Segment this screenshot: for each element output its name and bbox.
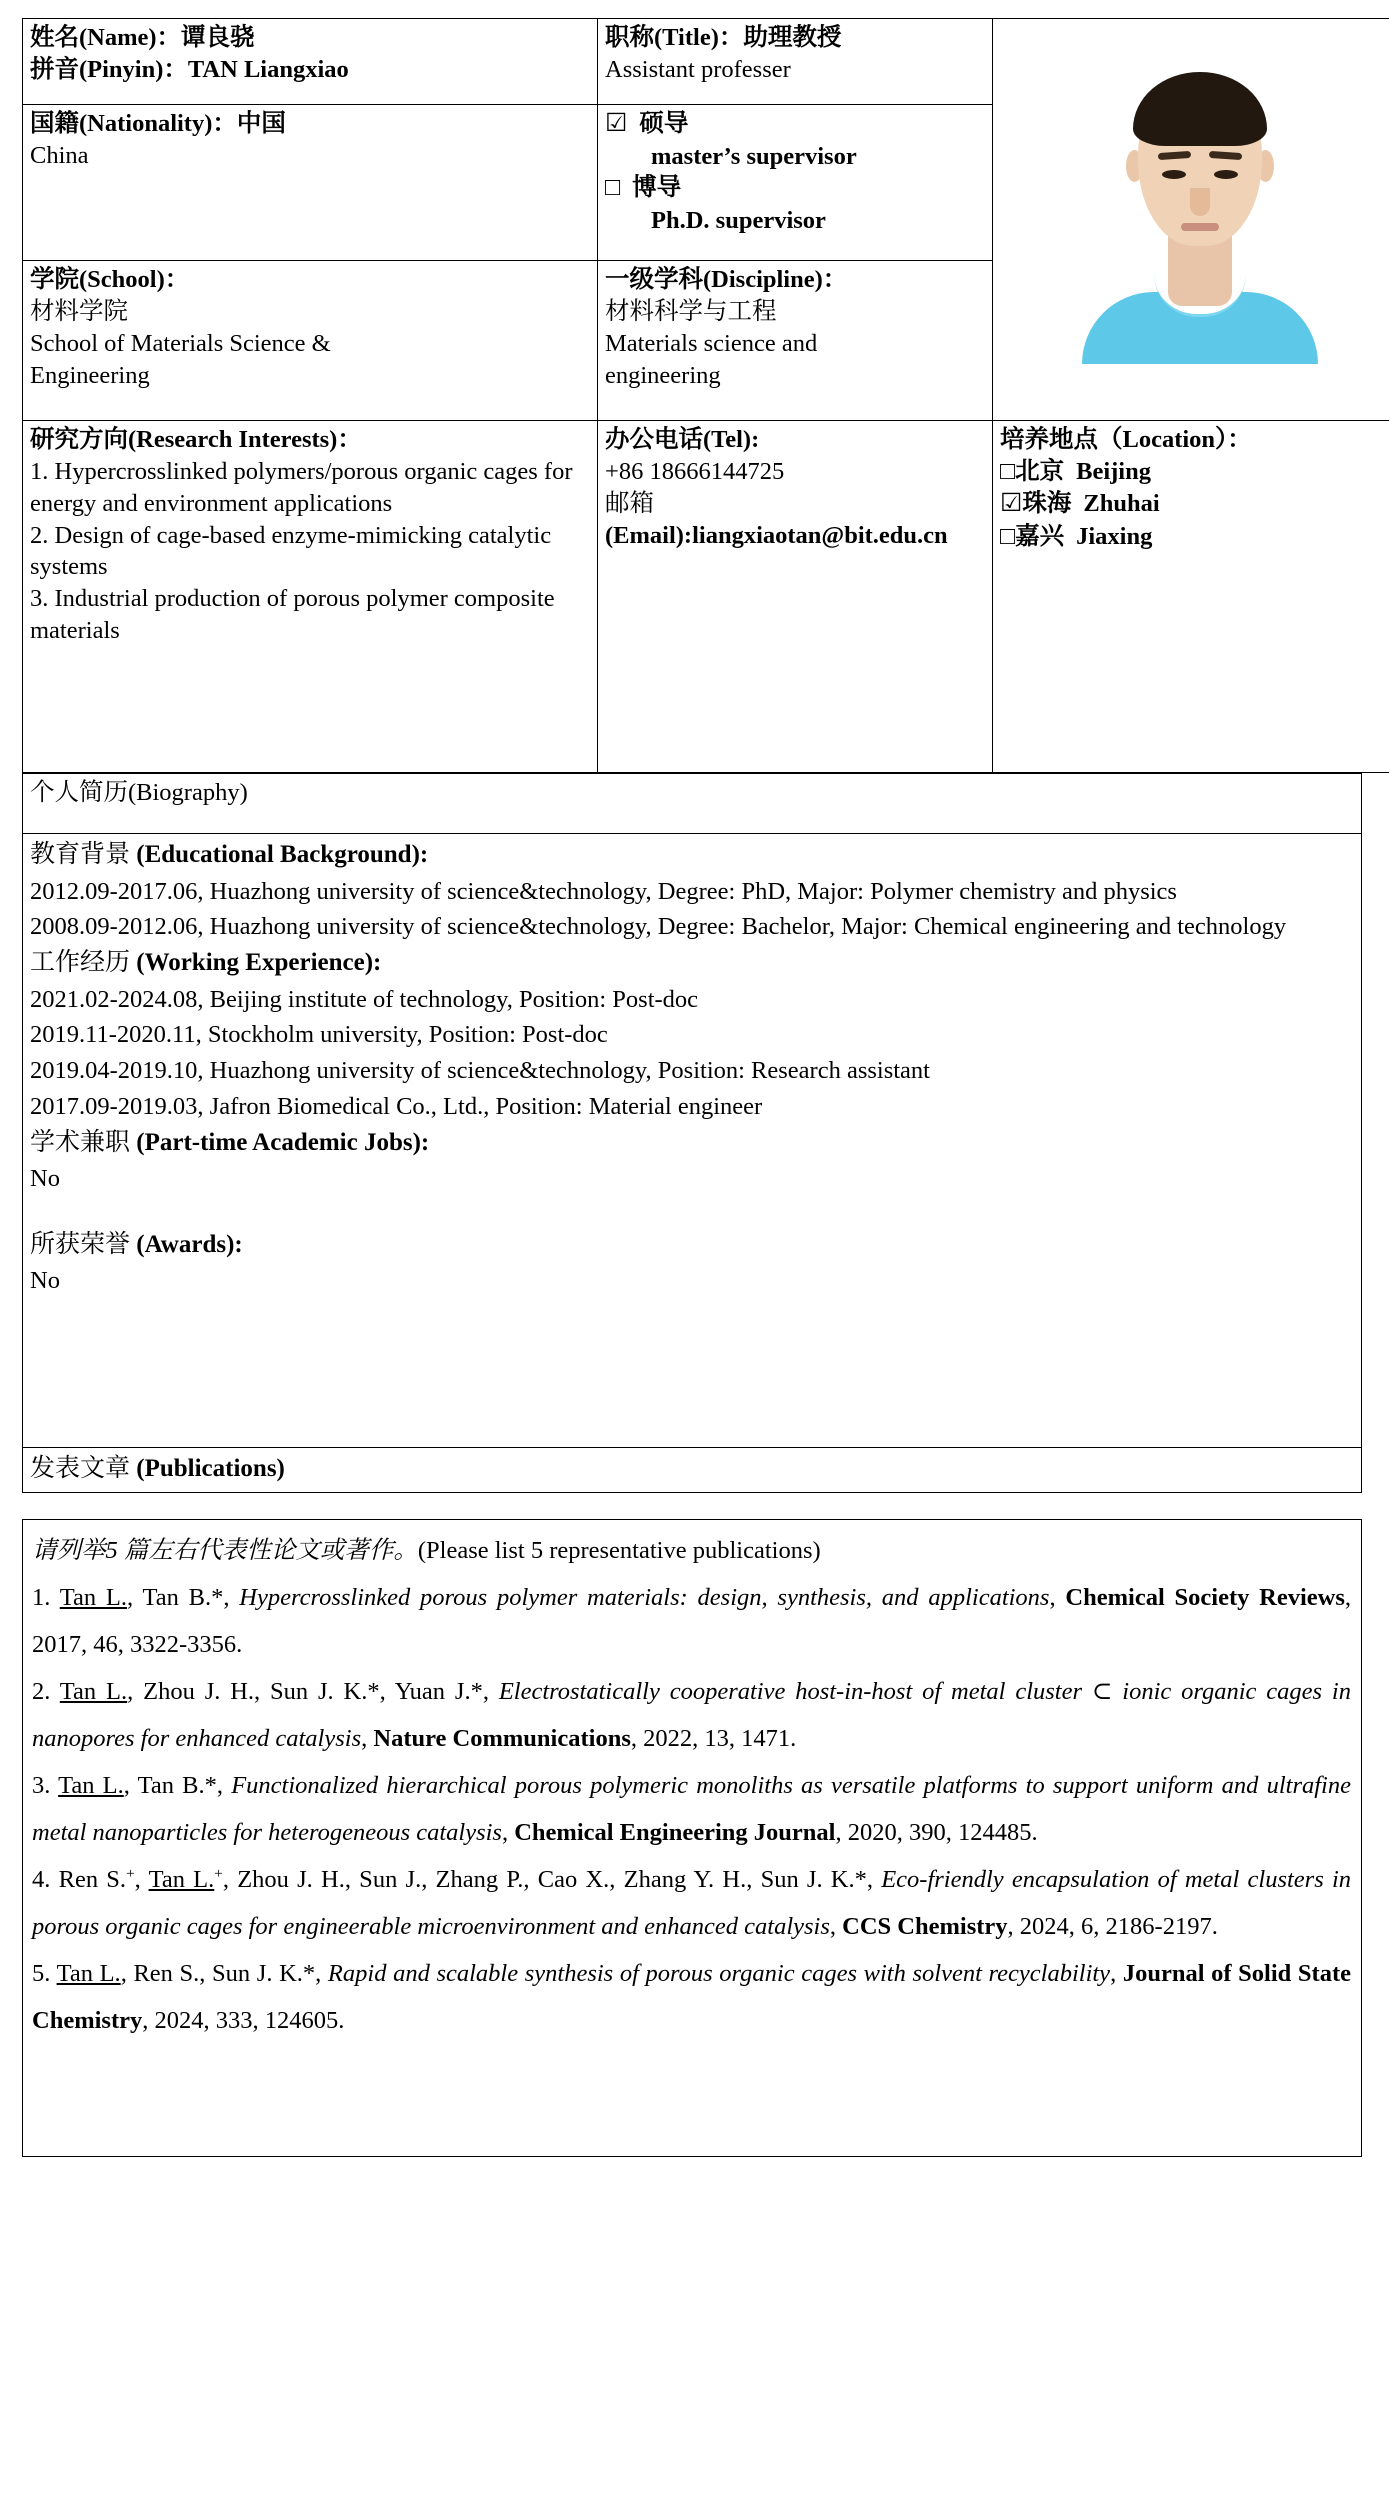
working-entry-3: 2019.04-2019.10, Huazhong university of science&technology, Position: Research assistant [30,1053,1354,1089]
checkbox-empty-icon[interactable]: □ [1000,456,1015,489]
working-entry-2: 2019.11-2020.11, Stockholm university, Position: Post-doc [30,1017,1354,1053]
parttime-label-zh: 学术兼职 [30,1129,130,1156]
pub2-authors-rest: , Zhou J. H., Sun J. K.*, Yuan J.*, [127,1678,499,1705]
pub2-journal: Nature Communications [373,1725,630,1752]
awards-heading [30,1227,1354,1264]
publications-title-en: (Publications) [136,1455,285,1482]
school-value-en-1: School of Materials Science & [30,328,590,360]
pub4-journal: CCS Chemistry [842,1913,1007,1940]
research-item-2: 2. Design of cage-based enzyme-mimicking catalytic systems [30,520,590,584]
research-item-1: 1. Hypercrosslinked polymers/porous organic cages for energy and environment applications [30,456,590,520]
mouth-shape [1181,223,1219,231]
pub2-ref: , 2022, 13, 1471. [631,1725,796,1752]
pub2-num: 2. [32,1678,60,1705]
title-line [605,22,985,54]
publications-instruction-en: (Please list 5 representative publications) [418,1537,821,1564]
phd-label-zh: 博导 [632,174,681,201]
name-value: 谭良骁 [181,24,255,51]
discipline-value-en-2: engineering [605,360,985,392]
publication-item-2: 2. Tan L., Zhou J. H., Sun J. K.*, Yuan J.*, Electrostatically cooperative host-in-host of metal cluster ⊂ ionic organic cages in nanopores for enhanced catalysis, Nature Communications, 2022, 13, 1471. [32,1668,1351,1762]
awards-label-en: (Awards): [136,1231,242,1258]
cell-supervisor [598,105,993,261]
pub2-author-underlined: Tan L. [60,1678,127,1705]
masters-supervisor-row[interactable] [605,108,985,141]
working-heading [30,945,1354,982]
discipline-value-en-1: Materials science and [605,328,985,360]
publications-table [22,1519,1362,2157]
pub1-ref: , 2017, 46, 3322-3356. [32,1584,1351,1658]
cell-publications-list [23,1519,1362,2156]
pub4-author-underlined: Tan L. [149,1866,215,1893]
cell-photo [993,19,1389,421]
cell-name [23,19,598,105]
title-value-en: Assistant professer [605,54,985,86]
row-publications-header [23,1448,1362,1493]
cell-school [23,261,598,421]
working-entry-1: 2021.02-2024.08, Beijing institute of technology, Position: Post-doc [30,982,1354,1018]
publications-section-title [23,1448,1362,1493]
pub5-author-underlined: Tan L. [57,1960,121,1987]
location-zhuhai-zh: 珠海 [1022,490,1071,517]
row-biography-header [23,774,1362,834]
biography-section-title: 个人简历(Biography) [23,774,1362,834]
working-label-zh: 工作经历 [30,949,130,976]
awards-value: No [30,1263,1354,1299]
pub4-author-sup: + [214,1865,223,1882]
tel-value: +86 18666144725 [605,456,985,488]
pub4-authors-rest: , Zhou J. H., Sun J., Zhang P., Cao X., Zhang Y. H., Sun J. K.*, [223,1866,881,1893]
cell-discipline [598,261,993,421]
cell-biography-body [23,834,1362,1448]
location-jiaxing-zh: 嘉兴 [1015,523,1064,550]
pub5-journal: Journal of Solid State Chemistry [32,1960,1351,2034]
location-beijing-en: Beijing [1076,458,1151,485]
masters-label-en: master’s supervisor [605,141,985,173]
cell-location [993,421,1389,773]
cell-title [598,19,993,105]
education-label-en: (Educational Background): [136,841,428,868]
discipline-value-zh: 材料科学与工程 [605,296,985,328]
pub3-authors-rest: , Tan B.*, [124,1772,231,1799]
checkbox-empty-icon[interactable]: □ [605,172,620,205]
education-entry-1: 2012.09-2017.06, Huazhong university of science&technology, Degree: PhD, Major: Polymer chemistry and physics [30,874,1354,910]
row-publications-body [23,1519,1362,2156]
pub4-title: Eco-friendly encapsulation of metal clusters in porous organic cages for engineerable microenvironment and enhanced catalysis [32,1866,1351,1940]
parttime-value: No [30,1161,1354,1197]
pub4-prefix-authors: Ren S. [59,1866,126,1893]
email-label-en: (Email): [605,522,692,549]
checkbox-empty-icon[interactable]: □ [1000,521,1015,554]
name-label: 姓名(Name)： [30,24,181,51]
pub5-authors-rest: , Ren S., Sun J. K.*, [121,1960,328,1987]
hair-shape [1133,72,1267,146]
school-value-zh: 材料学院 [30,296,590,328]
location-option-beijing[interactable] [1000,456,1389,489]
discipline-label: 一级学科(Discipline)： [605,264,985,296]
location-label: 培养地点（Location）： [1000,424,1389,456]
title-value-zh: 助理教授 [743,24,841,51]
biography-table [22,773,1362,1493]
photo-container [1000,22,1389,370]
portrait-photo [1081,28,1319,364]
pub3-author-underlined: Tan L. [58,1772,124,1799]
awards-label-zh: 所获荣誉 [30,1231,130,1258]
checkbox-checked-icon[interactable]: ☑ [1000,488,1022,521]
working-label-en: (Working Experience): [136,949,381,976]
pub1-num: 1. [32,1584,60,1611]
name-label-value [30,22,590,54]
pub1-author-underlined: Tan L. [60,1584,127,1611]
publications-heading [30,1451,1354,1488]
pinyin-value: TAN Liangxiao [188,56,349,83]
eye-right-shape [1214,170,1238,179]
publications-instruction-zh: 请列举5 篇左右代表性论文或著作。 [32,1537,418,1564]
email-value[interactable]: liangxiaotan@bit.edu.cn [692,522,948,549]
publication-item-3: 3. Tan L., Tan B.*, Functionalized hierarchical porous polymeric monoliths as versatile platforms to support uniform and ultrafine metal nanoparticles for heterogeneous catalysis, Chemical Engineering Journal, 2020, 390, 124485. [32,1762,1351,1856]
publication-item-1: 1. Tan L., Tan B.*, Hypercrosslinked porous polymer materials: design, synthesis, and applications, Chemical Society Reviews, 2017, 46, 3322-3356. [32,1574,1351,1668]
cell-nationality [23,105,598,261]
pub5-num: 5. [32,1960,57,1987]
cell-contact [598,421,993,773]
education-entry-2: 2008.09-2012.06, Huazhong university of science&technology, Degree: Bachelor, Major: Chemical engineering and technology [30,909,1354,945]
pub1-journal: Chemical Society Reviews [1065,1584,1344,1611]
publication-item-5: 5. Tan L., Ren S., Sun J. K.*, Rapid and scalable synthesis of porous organic cages with solvent recyclability, Journal of Solid State Chemistry, 2024, 333, 124605. [32,1950,1351,2044]
location-option-zhuhai[interactable] [1000,488,1389,521]
publications-instruction [32,1528,1351,1575]
nationality-value-en: China [30,140,590,172]
nose-shape [1190,188,1210,216]
pub3-ref: , 2020, 390, 124485. [835,1819,1037,1846]
location-beijing-zh: 北京 [1015,458,1064,485]
email-label-zh: 邮箱 [605,488,985,520]
personal-info-table [22,18,1389,773]
title-label: 职称(Title)： [605,24,743,51]
parttime-label-en: (Part-time Academic Jobs): [136,1129,429,1156]
pinyin-line [30,54,590,86]
pub3-journal: Chemical Engineering Journal [514,1819,835,1846]
row-name-title-photo [23,19,1389,105]
location-zhuhai-en: Zhuhai [1083,490,1159,517]
pub4-num: 4. [32,1866,59,1893]
pub3-num: 3. [32,1772,58,1799]
parttime-heading [30,1125,1354,1162]
education-label-zh: 教育背景 [30,841,130,868]
education-heading [30,837,1354,874]
research-label: 研究方向(Research Interests)： [30,424,590,456]
cell-research-interests [23,421,598,773]
masters-label-zh: 硕导 [639,110,688,137]
pub3-title: Functionalized hierarchical porous polymeric monoliths as versatile platforms to support uniform and ultrafine metal nanoparticles for heterogeneous catalysis [32,1772,1351,1846]
email-line [605,520,985,552]
phd-supervisor-row[interactable] [605,172,985,205]
document-page [0,18,1389,2515]
phd-label-en: Ph.D. supervisor [605,205,985,237]
publications-title-zh: 发表文章 [30,1455,130,1482]
school-label: 学院(School)： [30,264,590,296]
pub1-authors-rest: , Tan B.*, [127,1584,239,1611]
row-research-contact-location [23,421,1389,773]
pub5-ref: , 2024, 333, 124605. [142,2007,344,2034]
location-jiaxing-en: Jiaxing [1076,523,1152,550]
nationality-value-zh: 中国 [237,110,286,137]
school-value-en-2: Engineering [30,360,590,392]
location-option-jiaxing[interactable] [1000,521,1389,554]
pub4-prefix-sup: + [126,1865,135,1882]
nationality-line [30,108,590,140]
pub2-title: Electrostatically cooperative host-in-host of metal cluster ⊂ ionic organic cages in nanopores for enhanced catalysis [32,1678,1351,1752]
section-spacer [30,1197,1354,1227]
nationality-label: 国籍(Nationality)： [30,110,237,137]
research-item-3: 3. Industrial production of porous polymer composite materials [30,583,590,647]
pub4-ref: , 2024, 6, 2186-2197. [1008,1913,1218,1940]
pub1-title: Hypercrosslinked porous polymer materials: design, synthesis, and applications [239,1584,1049,1611]
eye-left-shape [1162,170,1186,179]
row-biography-body [23,834,1362,1448]
pub5-title: Rapid and scalable synthesis of porous organic cages with solvent recyclability [328,1960,1110,1987]
pinyin-label: 拼音(Pinyin)： [30,56,188,83]
working-entry-4: 2017.09-2019.03, Jafron Biomedical Co., Ltd., Position: Material engineer [30,1089,1354,1125]
tel-label: 办公电话(Tel): [605,424,985,456]
checkbox-checked-icon[interactable]: ☑ [605,108,627,141]
publication-item-4: 4. Ren S.+, Tan L.+, Zhou J. H., Sun J., Zhang P., Cao X., Zhang Y. H., Sun J. K.*, Eco-friendly encapsulation of metal clusters in porous organic cages for engineerable microenvironment and enhanced catalysis, CCS Chemistry, 2024, 6, 2186-2197. [32,1856,1351,1950]
